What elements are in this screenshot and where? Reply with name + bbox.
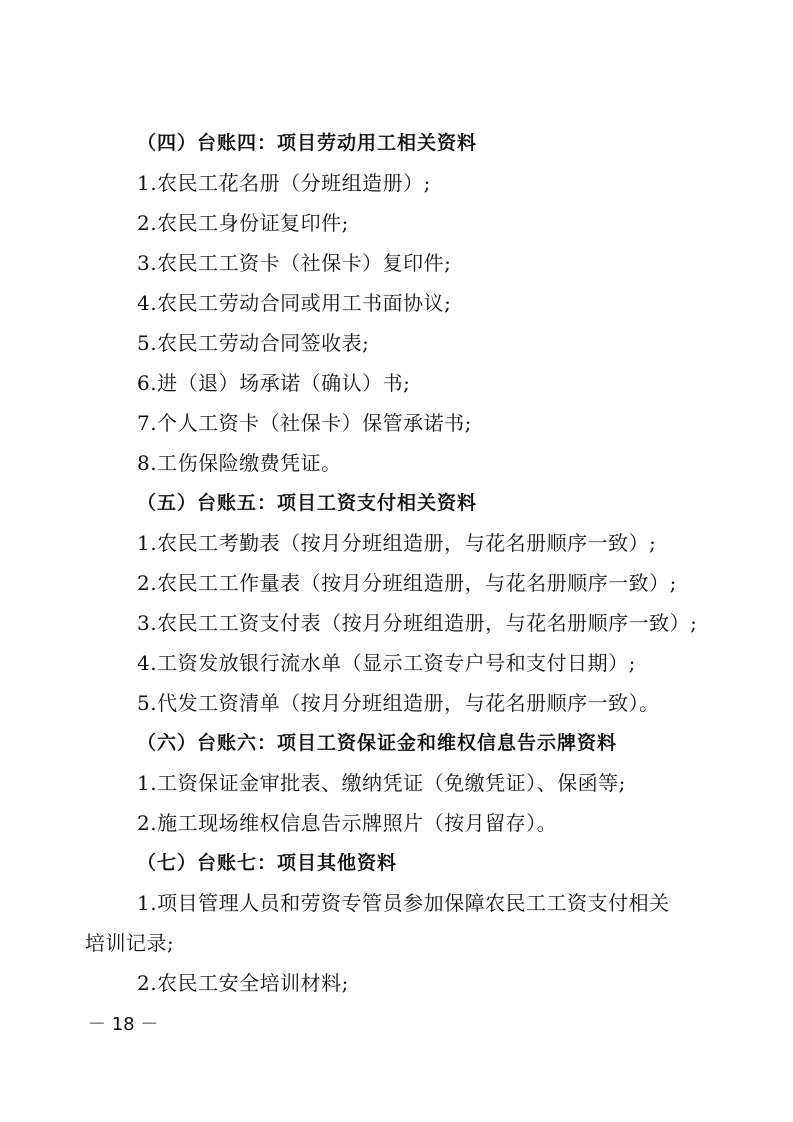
section-4-item-1: 1.农民工花名册（分班组造册）; [137,171,431,195]
section-4-item-7: 7.个人工资卡（社保卡）保管承诺书; [137,411,472,435]
section-4-heading: （四）台账四：项目劳动用工相关资料 [137,132,478,154]
section-7-heading: （七）台账七：项目其他资料 [137,852,398,874]
section-6-item-2: 2.施工现场维权信息告示牌照片（按月留存）。 [137,811,558,835]
section-4-item-4: 4.农民工劳动合同或用工书面协议; [137,291,452,315]
section-7-item-1-line-2: 培训记录; [85,931,175,955]
section-5-item-5: 5.代发工资清单（按月分班组造册，与花名册顺序一致）。 [137,691,660,715]
section-4-item-3: 3.农民工工资卡（社保卡）复印件; [137,251,452,275]
page-number: － 18 － [88,1014,159,1035]
section-5-item-4: 4.工资发放银行流水单（显示工资专户号和支付日期）; [137,651,636,675]
section-6-item-1: 1.工资保证金审批表、缴纳凭证（免缴凭证）、保函等; [137,771,626,795]
section-7-item-2: 2.农民工安全培训材料; [137,971,349,995]
section-4-item-8: 8.工伤保险缴费凭证。 [137,451,342,475]
section-6-heading: （六）台账六：项目工资保证金和维权信息告示牌资料 [137,732,618,754]
section-5-heading: （五）台账五：项目工资支付相关资料 [137,492,478,514]
section-5-item-1: 1.农民工考勤表（按月分班组造册，与花名册顺序一致）; [137,531,657,555]
section-4-item-5: 5.农民工劳动合同签收表; [137,331,370,355]
section-4-item-2: 2.农民工身份证复印件; [137,211,349,235]
section-4-item-6: 6.进（退）场承诺（确认）书; [137,371,411,395]
section-7-item-1-line-1: 1.项目管理人员和劳资专管员参加保障农民工工资支付相关 [137,891,670,915]
section-5-item-2: 2.农民工工作量表（按月分班组造册，与花名册顺序一致）; [137,571,677,595]
section-5-item-3: 3.农民工工资支付表（按月分班组造册，与花名册顺序一致）; [137,611,698,635]
